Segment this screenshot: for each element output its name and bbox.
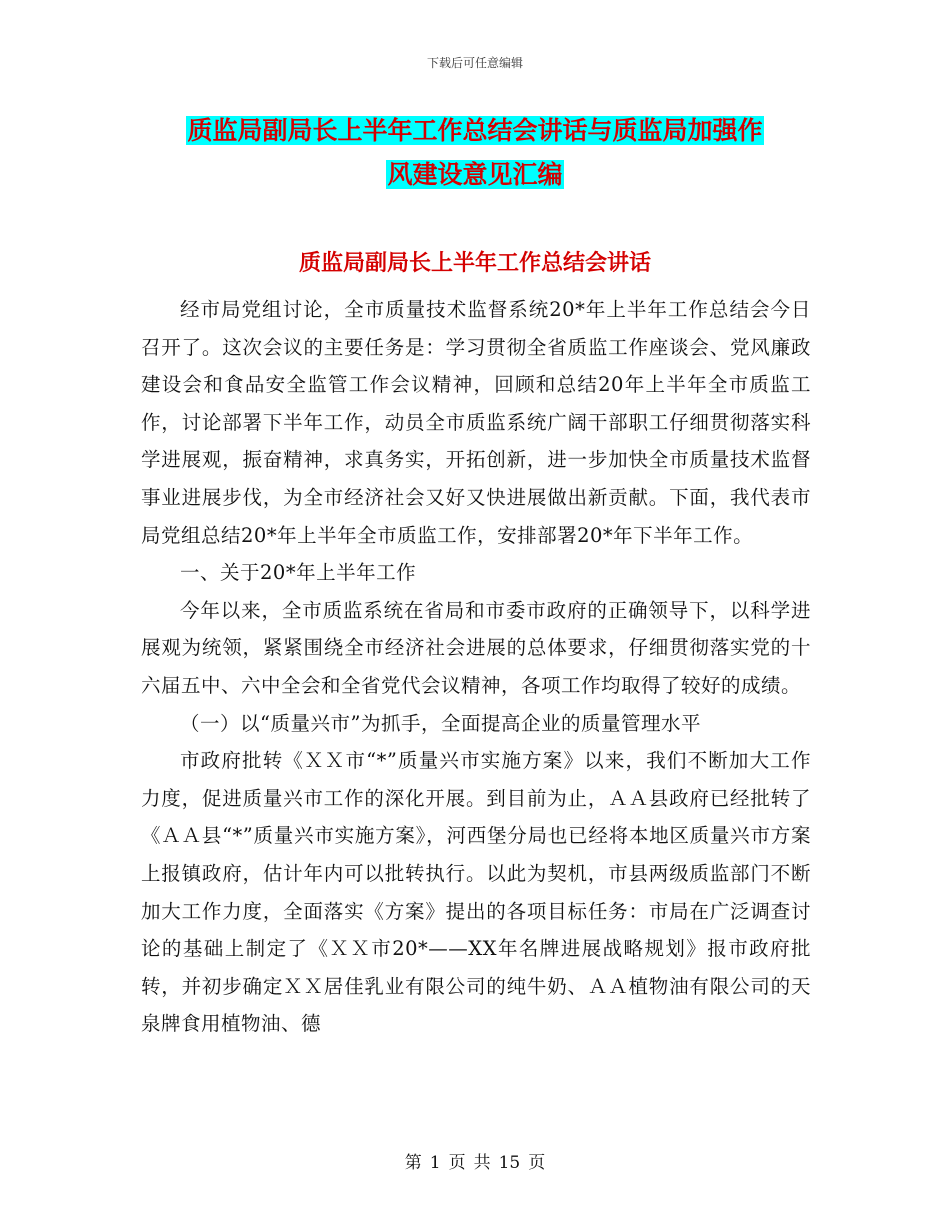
- paragraph-heading-1: 一、关于20*年上半年工作: [180, 561, 417, 585]
- paragraph-overview: 今年以来，全市质监系统在省局和市委市政府的正确领导下，以科学进展观为统领，紧紧围绕全市经济社会进展的总体要求，仔细贯彻落实党的十六届五中、六中全会和全省党代会议精神，各项工作均取得了较好的成绩。: [141, 598, 811, 697]
- header-note: 下载后可任意编辑: [426, 56, 523, 70]
- document-body: [141, 291, 811, 1043]
- footer-suffix: 页: [528, 1153, 546, 1173]
- footer-page-word: 页: [448, 1153, 466, 1173]
- page-footer: [0, 1148, 950, 1173]
- document-title-line-2: [0, 158, 950, 192]
- document-title-text-2: 风建设意见汇编: [387, 160, 563, 189]
- footer-prefix: 第: [404, 1153, 422, 1173]
- section-title: 质监局副局长上半年工作总结会讲话: [298, 251, 651, 276]
- footer-total-word: 共: [473, 1153, 491, 1173]
- document-title-text-1: 质监局副局长上半年工作总结会讲话与质监局加强作: [187, 116, 763, 145]
- footer-current-page: 1: [429, 1153, 441, 1173]
- paragraph-subheading-1: （一）以“质量兴市”为抓手，全面提高企业的质量管理水平: [180, 711, 701, 735]
- document-title-line-1: [0, 114, 950, 148]
- footer-total-pages: 15: [498, 1153, 521, 1173]
- paragraph-intro: 经市局党组讨论，全市质量技术监督系统20*年上半年工作总结会今日召开了。这次会议的主要任务是：学习贯彻全省质监工作座谈会、党风廉政建设会和食品安全监管工作会议精神，回顾和总结20年上半年全市质监工作，讨论部署下半年工作，动员全市质监系统广阔干部职工仔细贯彻落实科学进展观，振奋精神，求真务实，开拓创新，进一步加快全市质量技术监督事业进展步伐，为全市经济社会又好又快进展做出新贡献。下面，我代表市局党组总结20*年上半年全市质监工作，安排部署20*年下半年工作。: [141, 298, 811, 547]
- paragraph-quality-city: 市政府批转《ＸＸ市“*”质量兴市实施方案》以来，我们不断加大工作力度，促进质量兴市工作的深化开展。到目前为止，ＡＡ县政府已经批转了《ＡＡ县“*”质量兴市实施方案》，河西堡分局也已经将本地区质量兴市方案上报镇政府，估计年内可以批转执行。以此为契机，市县两级质监部门不断加大工作力度，全面落实《方案》提出的各项目标任务：市局在广泛调查讨论的基础上制定了《ＸＸ市20*——XX年名牌进展战略规划》报市政府批转，并初步确定ＸＸ居佳乳业有限公司的纯牛奶、ＡＡ植物油有限公司的天泉牌食用植物油、德: [141, 749, 811, 1036]
